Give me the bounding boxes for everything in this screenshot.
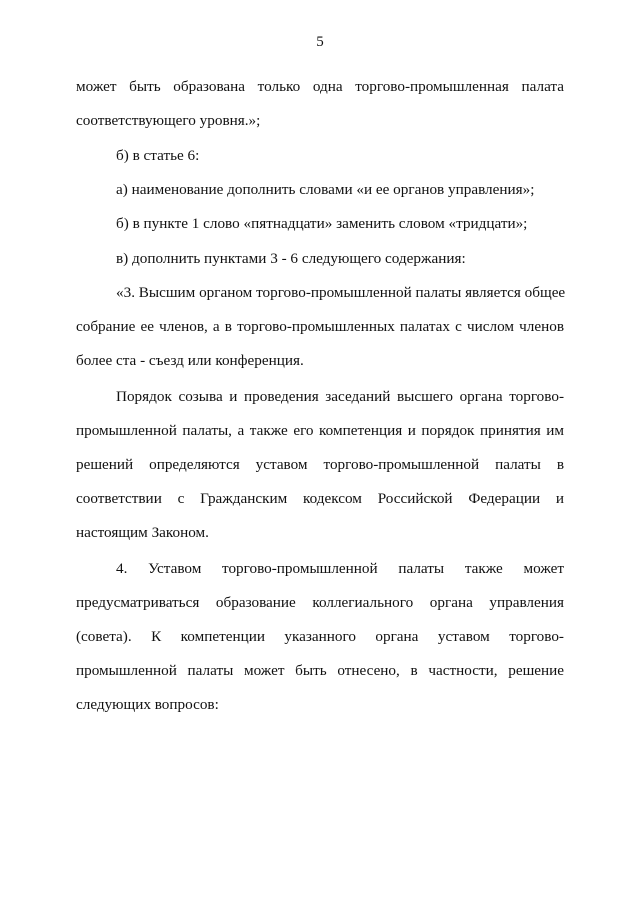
text-line: соответствующего уровня.»; bbox=[76, 112, 261, 129]
text-line: б) в статье 6: bbox=[116, 147, 200, 164]
text-line: настоящим Законом. bbox=[76, 524, 209, 541]
paragraph-procedure bbox=[76, 380, 564, 550]
text-line: более ста - съезд или конференция. bbox=[76, 352, 304, 369]
paragraph-item-b bbox=[76, 207, 564, 241]
paragraph-article-6 bbox=[76, 139, 564, 173]
text-line: соответствии с Гражданским кодексом Российской Федерации и bbox=[76, 490, 564, 507]
paragraph-continuation bbox=[76, 70, 564, 138]
text-line: следующих вопросов: bbox=[76, 696, 219, 713]
text-line: (совета). К компетенции указанного органа уставом торгово- bbox=[76, 628, 564, 645]
text-line: а) наименование дополнить словами «и ее органов управления»; bbox=[116, 181, 535, 198]
paragraph-point-4 bbox=[76, 552, 564, 722]
text-line: собрание ее членов, а в торгово-промышленных палатах с числом членов bbox=[76, 318, 564, 335]
text-line: в) дополнить пунктами 3 - 6 следующего содержания: bbox=[116, 250, 466, 267]
text-line: «3. Высшим органом торгово-промышленной палаты является общее bbox=[116, 284, 566, 301]
text-line: промышленной палаты, а также его компетенция и порядок принятия им bbox=[76, 422, 564, 439]
text-line: предусматриваться образование коллегиального органа управления bbox=[76, 594, 564, 611]
text-line: может быть образована только одна торгово-промышленная палата bbox=[76, 78, 564, 95]
paragraph-item-v bbox=[76, 242, 564, 276]
text-line: 4. Уставом торгово-промышленной палаты также может bbox=[116, 560, 564, 577]
paragraph-point-3 bbox=[76, 276, 564, 378]
text-line: решений определяются уставом торгово-промышленной палаты в bbox=[76, 456, 564, 473]
text-line: промышленной палаты может быть отнесено, в частности, решение bbox=[76, 662, 564, 679]
text-line: б) в пункте 1 слово «пятнадцати» заменить словом «тридцати»; bbox=[116, 215, 528, 232]
page-number: 5 bbox=[316, 34, 324, 50]
paragraph-item-a bbox=[76, 173, 564, 207]
text-line: Порядок созыва и проведения заседаний высшего органа торгово- bbox=[116, 388, 564, 405]
